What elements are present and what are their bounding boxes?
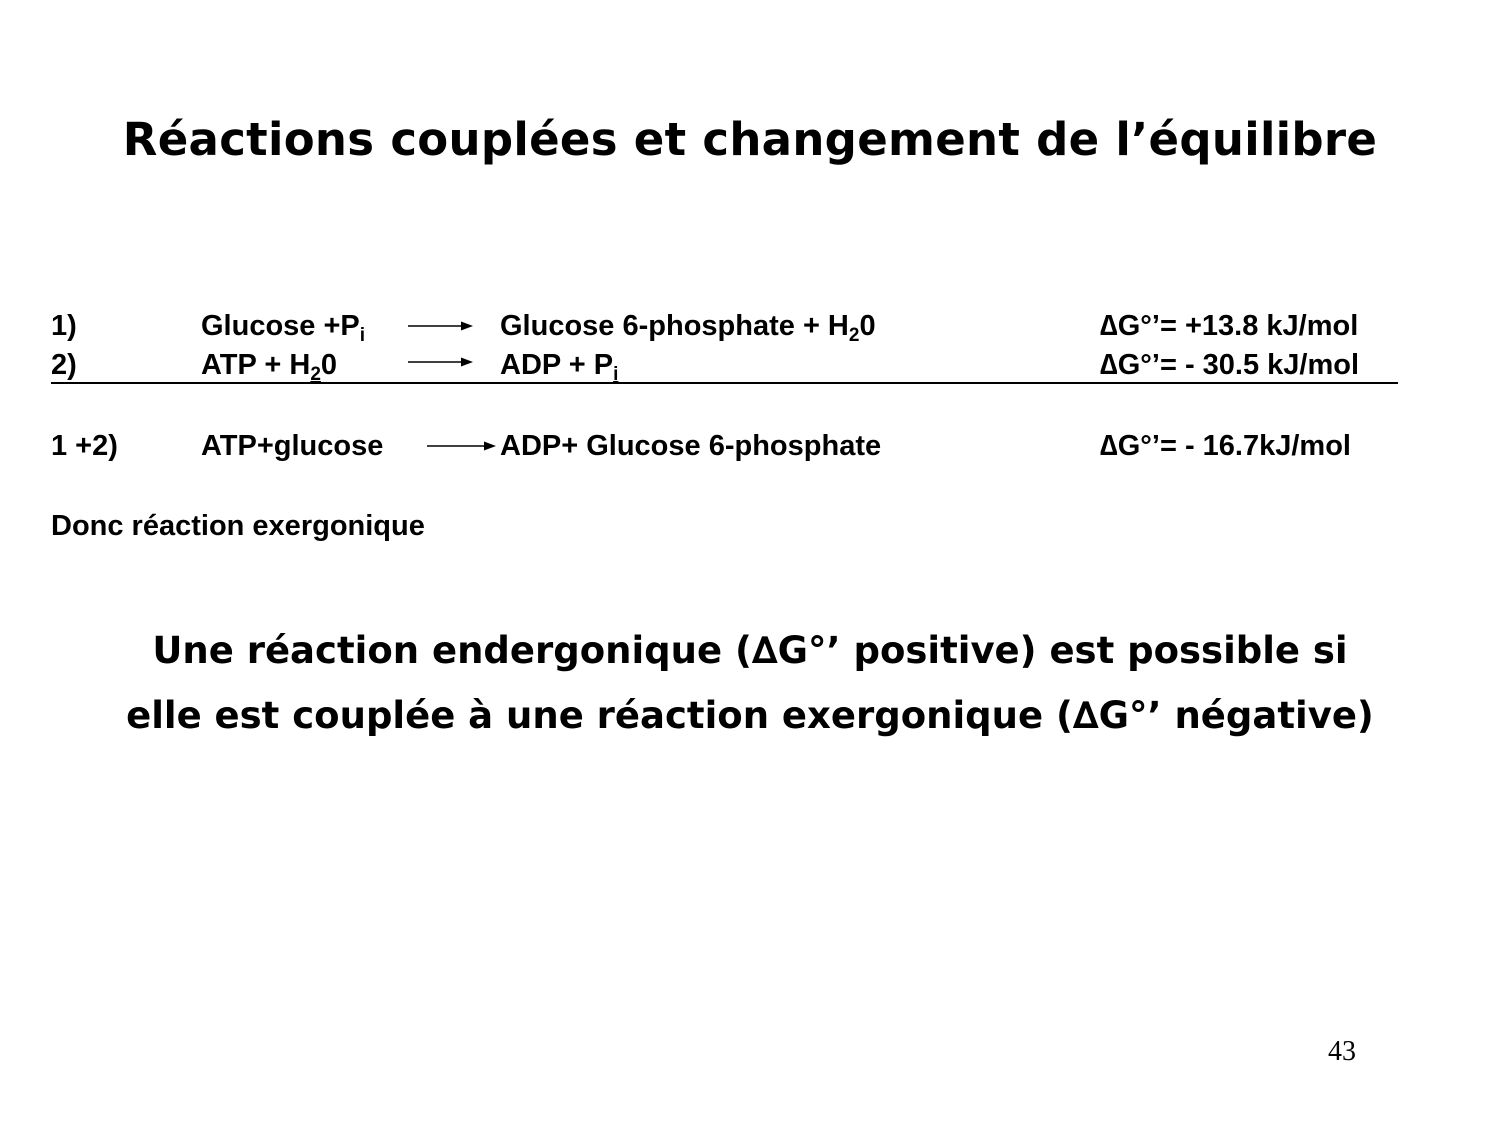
reactants: $Glucose +P_i$ [201, 310, 366, 346]
sum-underline [51, 382, 1398, 384]
equation-row-1 [0, 306, 1500, 346]
delta-g-value: ∆G°’= +13.8 kJ/mol [1100, 310, 1359, 342]
reaction-arrow-icon [426, 434, 496, 458]
products: ADP+ Glucose 6-phosphate [500, 430, 882, 462]
key-statement [0, 618, 1500, 748]
delta-g-value: ∆G°’= - 16.7kJ/mol [1100, 430, 1351, 462]
delta-g-value: ∆G°’= - 30.5 kJ/mol [1100, 349, 1360, 381]
conclusion-text: Donc réaction exergonique [51, 510, 425, 542]
statement-line-1: Une réaction endergonique (∆G°’ positive) est possible si [152, 629, 1348, 672]
reaction-arrow-icon [407, 353, 473, 377]
equation-row-sum [0, 426, 1500, 466]
statement-line-2: elle est couplée à une réaction exergonique (∆G°’ négative) [126, 694, 1374, 737]
reactants: ATP + $H_20$ [201, 349, 338, 385]
slide-title: Réactions couplées et changement de l’équilibre [122, 113, 1378, 166]
products: Glucose 6-phosphate + $H_20$ [500, 310, 876, 346]
equation-row-2 [0, 345, 1500, 385]
equation-number: 1 +2) [51, 430, 118, 462]
equation-number: 1) [51, 310, 77, 342]
reaction-arrow-icon [407, 314, 473, 338]
equation-number: 2) [51, 349, 77, 381]
reactants: ATP+glucose [201, 430, 384, 462]
page-number: 43 [1328, 1036, 1356, 1067]
products: ADP + $P_i$ [500, 349, 619, 385]
